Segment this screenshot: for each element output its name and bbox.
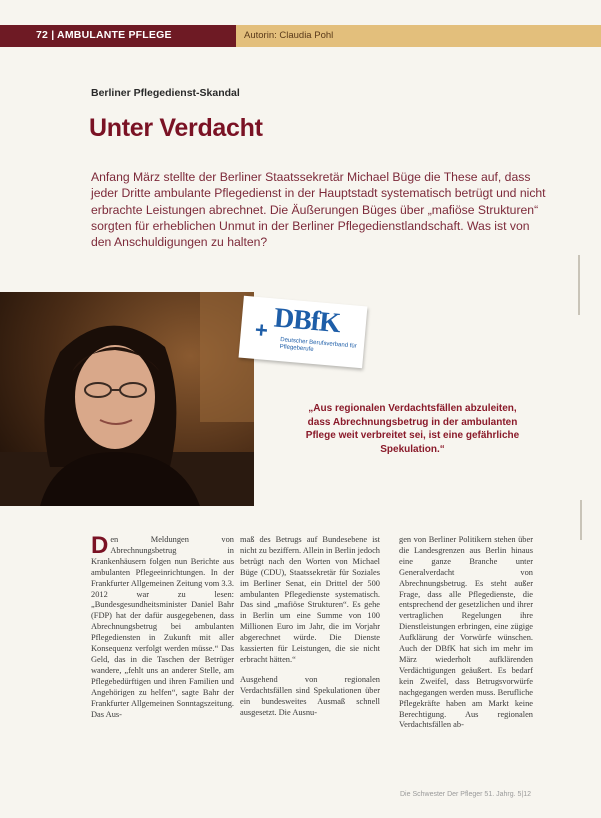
body-column-1	[91, 532, 234, 720]
section-label: 72 | AMBULANTE PFLEGE	[36, 29, 172, 41]
logo-cross-icon: +	[253, 316, 269, 343]
article-title: Unter Verdacht	[89, 114, 263, 142]
body-column-3	[399, 535, 533, 731]
article-kicker: Berliner Pflegedienst-Skandal	[91, 87, 240, 99]
column-2-paragraph-2: Ausgehend von regionalen Verdachtsfällen sind Spekulationen über ein bundesweites Ausmaß schnell ausgesetzt. Die Ausnu-	[240, 674, 380, 717]
body-column-2	[240, 535, 380, 719]
article-lead: Anfang März stellte der Berliner Staatssekretär Michael Büge die These auf, dass jeder Dritte ambulante Pflegedienst in der Hauptstadt systematisch betrügt und nicht erbrachte Leistungen abrechnet. Die Äußerungen Büges über „mafiöse Strukturen“ sorgten für erheblichen Unmut in der Berliner Pflegedienstlandschaft. Was ist von den Anschuldigungen zu halten?	[91, 170, 546, 250]
page-footer: Die Schwester Der Pfleger 51. Jahrg. 5|12	[400, 791, 531, 798]
column-3-text: gen von Berliner Politikern stehen über die Landesgrenzen aus Berlin hinaus eine ganze Branche unter Generalverdacht von Abrechnungsbetrug. Es steht außer Frage, dass alle Pflegedienste, die entsprechend der gesetzlichen und ihrer vertraglichen Regelungen ihre Dienstleistungen erbringen, eine zügige Aufklärung der Vorwürfe wünschen. Auch der DBfK hat sich im mehr im März wiederholt aufklärenden Verdächtigungen geäußert. Es bedarf kein Zweifel, dass Betrugsvorwürfe nachgegangen werden muss. Berufliche Pflegekräfte haben am Markt keine Berechtigung. Aus regionalen Verdachtsfällen ab-	[399, 535, 533, 730]
pull-quote: „Aus regionalen Verdachtsfällen abzuleiten, dass Abrechnungsbetrug in der ambulanten Pflege weit verbreitet sei, ist eine gefährliche Spekulation.“	[305, 403, 520, 455]
logo-subtitle: Deutscher Berufsverband für Pflegeberufe	[279, 337, 357, 353]
logo-mark: DBfK	[272, 302, 342, 340]
dbfk-logo	[239, 296, 368, 369]
author-line: Autorin: Claudia Pohl	[244, 30, 334, 41]
drop-cap: D	[91, 532, 109, 559]
section-header-bar	[0, 25, 601, 47]
column-2-paragraph-1: maß des Betrugs auf Bundesebene ist nicht zu beziffern. Allein in Berlin jedoch betrügt nach den Worten von Michael Büge (CDU), Staatssekretär für Soziales im Berliner Senat, ein Drittel der 500 ambulanten Pflegedienste systematisch. Das sind „mafiöse Strukturen“. Es gehe in Berlin um eine Summe von 100 Millionen Euro im Jahr, die im Vorjahr abgerechnet würde. Die Dienste kassierten für Leistungen, die sie nicht erbracht hätten.“	[240, 535, 380, 664]
page-edge-mark	[580, 500, 582, 540]
portrait-photo-graphic	[0, 292, 254, 506]
portrait-photo	[0, 292, 254, 506]
column-1-text: en Meldungen von Abrechnungsbetrug in Krankenhäusern folgen nun Berichte aus ambulanten Pflegeeinrichtungen. In der Frankfurter Allgemeinen Zeitung vom 3.3. 2012 war zu lesen: „Bundesgesundheitsminister Daniel Bahr (FDP) hat der dafür ausgegebenen, dass Abrechnungsbetrug bei ambulanten Pflegediensten in Zukunft mit aller Konsequenz verfolgt werden müsse.“ Das Geld, das in die Taschen der Betrüger wandere, „fehlt uns an anderer Stelle, am Pflegebedürftigen und ihren Familien und Angehörigen zu helfen“, sagte Bahr der Frankfurter Allgemeinen Sonntagszeitung. Das Aus-	[91, 535, 234, 719]
page-edge-mark	[578, 255, 580, 315]
